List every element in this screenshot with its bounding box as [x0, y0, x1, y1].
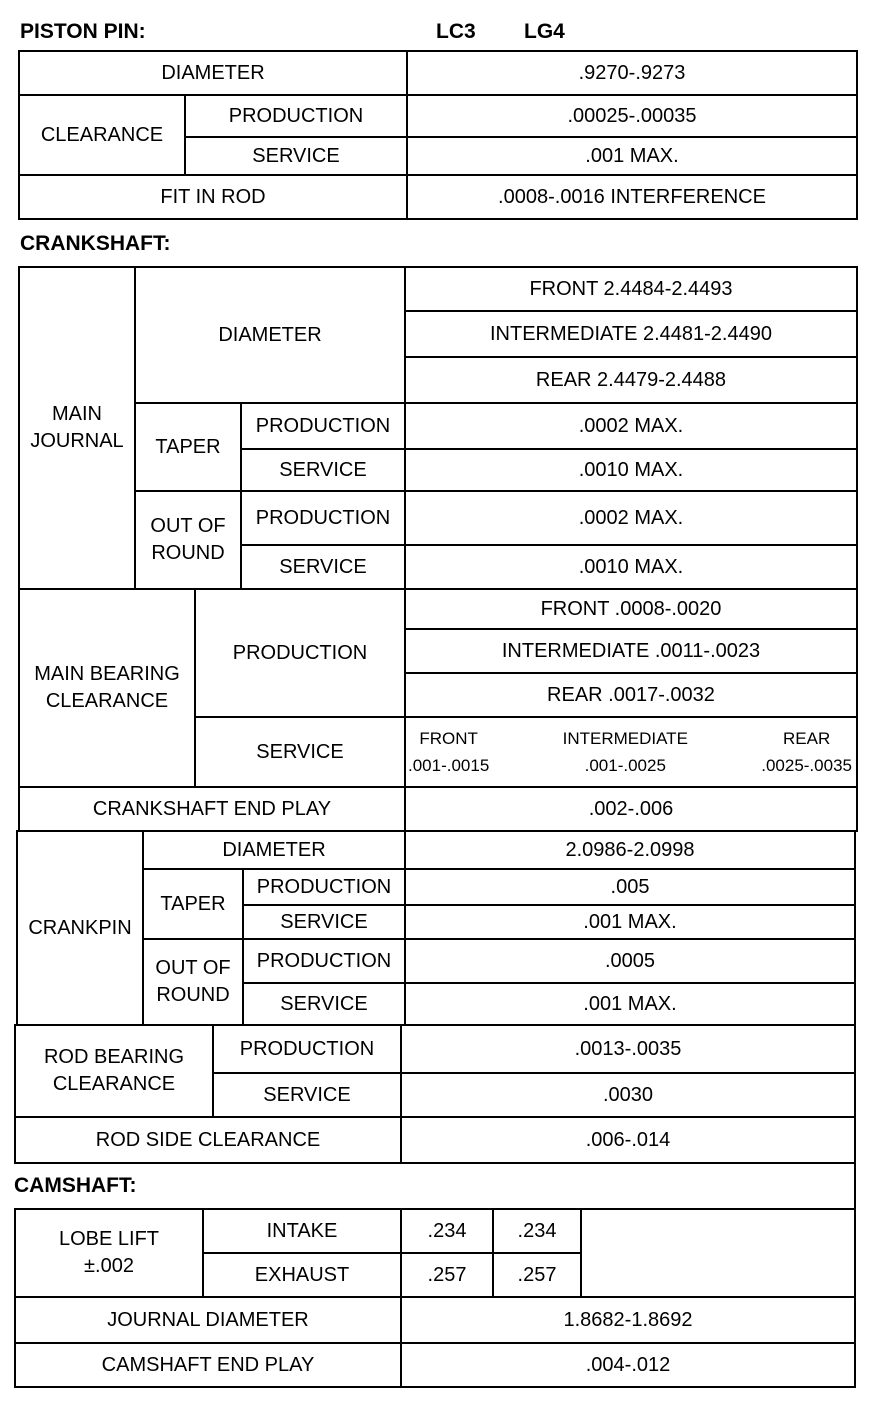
svc-intermediate-value: .001-.0025 [584, 756, 666, 775]
main-journal-rear: REAR 2.4479-2.4488 [404, 356, 858, 404]
svc-rear-value: .0025-.0035 [761, 756, 852, 775]
crankpin-taper-label: TAPER [142, 868, 244, 940]
lobe-lift-label-group [59, 1226, 159, 1280]
camshaft-end-play-label: CAMSHAFT END PLAY [14, 1342, 402, 1388]
col-header-lc3: LC3 [436, 20, 476, 43]
main-journal-label [18, 266, 136, 590]
col-header-lg4: LG4 [524, 20, 565, 43]
main-journal-oor-label-text: OUT OF ROUND [150, 515, 226, 564]
main-journal-oor-production-value: .0002 MAX. [404, 490, 858, 546]
crankpin-diameter-label: DIAMETER [142, 830, 406, 870]
crankpin-oor-label [142, 938, 244, 1026]
piston-diameter-value: .9270-.9273 [406, 50, 858, 96]
exhaust-lc3: .257 [400, 1252, 494, 1298]
crankpin-oor-service-value: .001 MAX. [404, 982, 856, 1026]
intake-lc3: .234 [400, 1208, 494, 1254]
main-journal-taper-production-label: PRODUCTION [240, 402, 406, 450]
lobe-lift-blank [580, 1208, 856, 1298]
svc-front-group [408, 725, 489, 779]
crankpin-oor-production-label: PRODUCTION [242, 938, 406, 984]
rod-bearing-clearance-label-text: ROD BEARING CLEARANCE [43, 1046, 185, 1095]
main-bearing-clearance-label [18, 588, 196, 788]
main-bearing-production-label: PRODUCTION [194, 588, 406, 718]
main-journal-taper-service-value: .0010 MAX. [404, 448, 858, 492]
main-bearing-intermediate: INTERMEDIATE .0011-.0023 [404, 628, 858, 674]
crankpin-taper-production-label: PRODUCTION [242, 868, 406, 906]
journal-diameter-label: JOURNAL DIAMETER [14, 1296, 402, 1344]
fit-in-rod-label: FIT IN ROD [18, 174, 408, 220]
rod-bearing-production-value: .0013-.0035 [400, 1024, 856, 1074]
exhaust-label: EXHAUST [202, 1252, 402, 1298]
camshaft-title: CAMSHAFT: [14, 1174, 137, 1197]
svc-front-value: .001-.0015 [408, 756, 490, 775]
lobe-lift-label [14, 1208, 204, 1298]
lobe-lift-label-text: LOBE LIFT [58, 1228, 160, 1250]
crankshaft-end-play-value: .002-.006 [404, 786, 858, 832]
rod-side-clearance-label: ROD SIDE CLEARANCE [14, 1116, 402, 1164]
rod-side-clearance-value: .006-.014 [400, 1116, 856, 1164]
svc-intermediate-label: INTERMEDIATE [562, 728, 688, 748]
main-journal-taper-production-value: .0002 MAX. [404, 402, 858, 450]
main-journal-label-text: MAIN JOURNAL [30, 403, 124, 452]
crankshaft-title: CRANKSHAFT: [20, 232, 171, 255]
svc-intermediate-group [563, 725, 688, 779]
main-bearing-clearance-label-text: MAIN BEARING CLEARANCE [34, 663, 180, 712]
main-journal-front: FRONT 2.4484-2.4493 [404, 266, 858, 312]
main-journal-taper-service-label: SERVICE [240, 448, 406, 492]
svc-front-label: FRONT [419, 728, 478, 748]
rod-bearing-service-label: SERVICE [212, 1072, 402, 1118]
main-bearing-service-label: SERVICE [194, 716, 406, 788]
right-border-line [854, 1162, 856, 1210]
main-journal-diameter-label: DIAMETER [134, 266, 406, 404]
journal-diameter-value: 1.8682-1.8692 [400, 1296, 856, 1344]
main-journal-oor-service-value: .0010 MAX. [404, 544, 858, 590]
crankpin-oor-service-label: SERVICE [242, 982, 406, 1026]
lobe-lift-tolerance: ±.002 [84, 1255, 134, 1277]
rod-bearing-service-value: .0030 [400, 1072, 856, 1118]
main-bearing-rear: REAR .0017-.0032 [404, 672, 858, 718]
intake-label: INTAKE [202, 1208, 402, 1254]
main-journal-intermediate: INTERMEDIATE 2.4481-2.4490 [404, 310, 858, 358]
main-bearing-service-values [404, 716, 858, 788]
piston-clearance-label: CLEARANCE [18, 94, 186, 176]
crankpin-diameter-value: 2.0986-2.0998 [404, 830, 856, 870]
exhaust-lg4: .257 [492, 1252, 582, 1298]
piston-clearance-service-value: .001 MAX. [406, 136, 858, 176]
piston-diameter-label: DIAMETER [18, 50, 408, 96]
crankpin-oor-production-value: .0005 [404, 938, 856, 984]
svc-rear-group [761, 725, 852, 779]
camshaft-end-play-value: .004-.012 [400, 1342, 856, 1388]
crankpin-taper-production-value: .005 [404, 868, 856, 906]
piston-clearance-service-label: SERVICE [184, 136, 408, 176]
main-journal-oor-production-label: PRODUCTION [240, 490, 406, 546]
main-journal-oor-service-label: SERVICE [240, 544, 406, 590]
crankpin-label: CRANKPIN [16, 830, 144, 1026]
intake-lg4: .234 [492, 1208, 582, 1254]
piston-pin-title: PISTON PIN: [20, 20, 146, 43]
crankpin-oor-label-text: OUT OF ROUND [155, 957, 231, 1006]
crankshaft-end-play-label: CRANKSHAFT END PLAY [18, 786, 406, 832]
crankpin-taper-service-label: SERVICE [242, 904, 406, 940]
piston-clearance-production-value: .00025-.00035 [406, 94, 858, 138]
fit-in-rod-value: .0008-.0016 INTERFERENCE [406, 174, 858, 220]
piston-clearance-production-label: PRODUCTION [184, 94, 408, 138]
main-journal-taper-label: TAPER [134, 402, 242, 492]
rod-bearing-production-label: PRODUCTION [212, 1024, 402, 1074]
crankpin-taper-service-value: .001 MAX. [404, 904, 856, 940]
rod-bearing-clearance-label [14, 1024, 214, 1118]
main-journal-oor-label [134, 490, 242, 590]
main-bearing-front: FRONT .0008-.0020 [404, 588, 858, 630]
svc-rear-label: REAR [782, 728, 831, 748]
